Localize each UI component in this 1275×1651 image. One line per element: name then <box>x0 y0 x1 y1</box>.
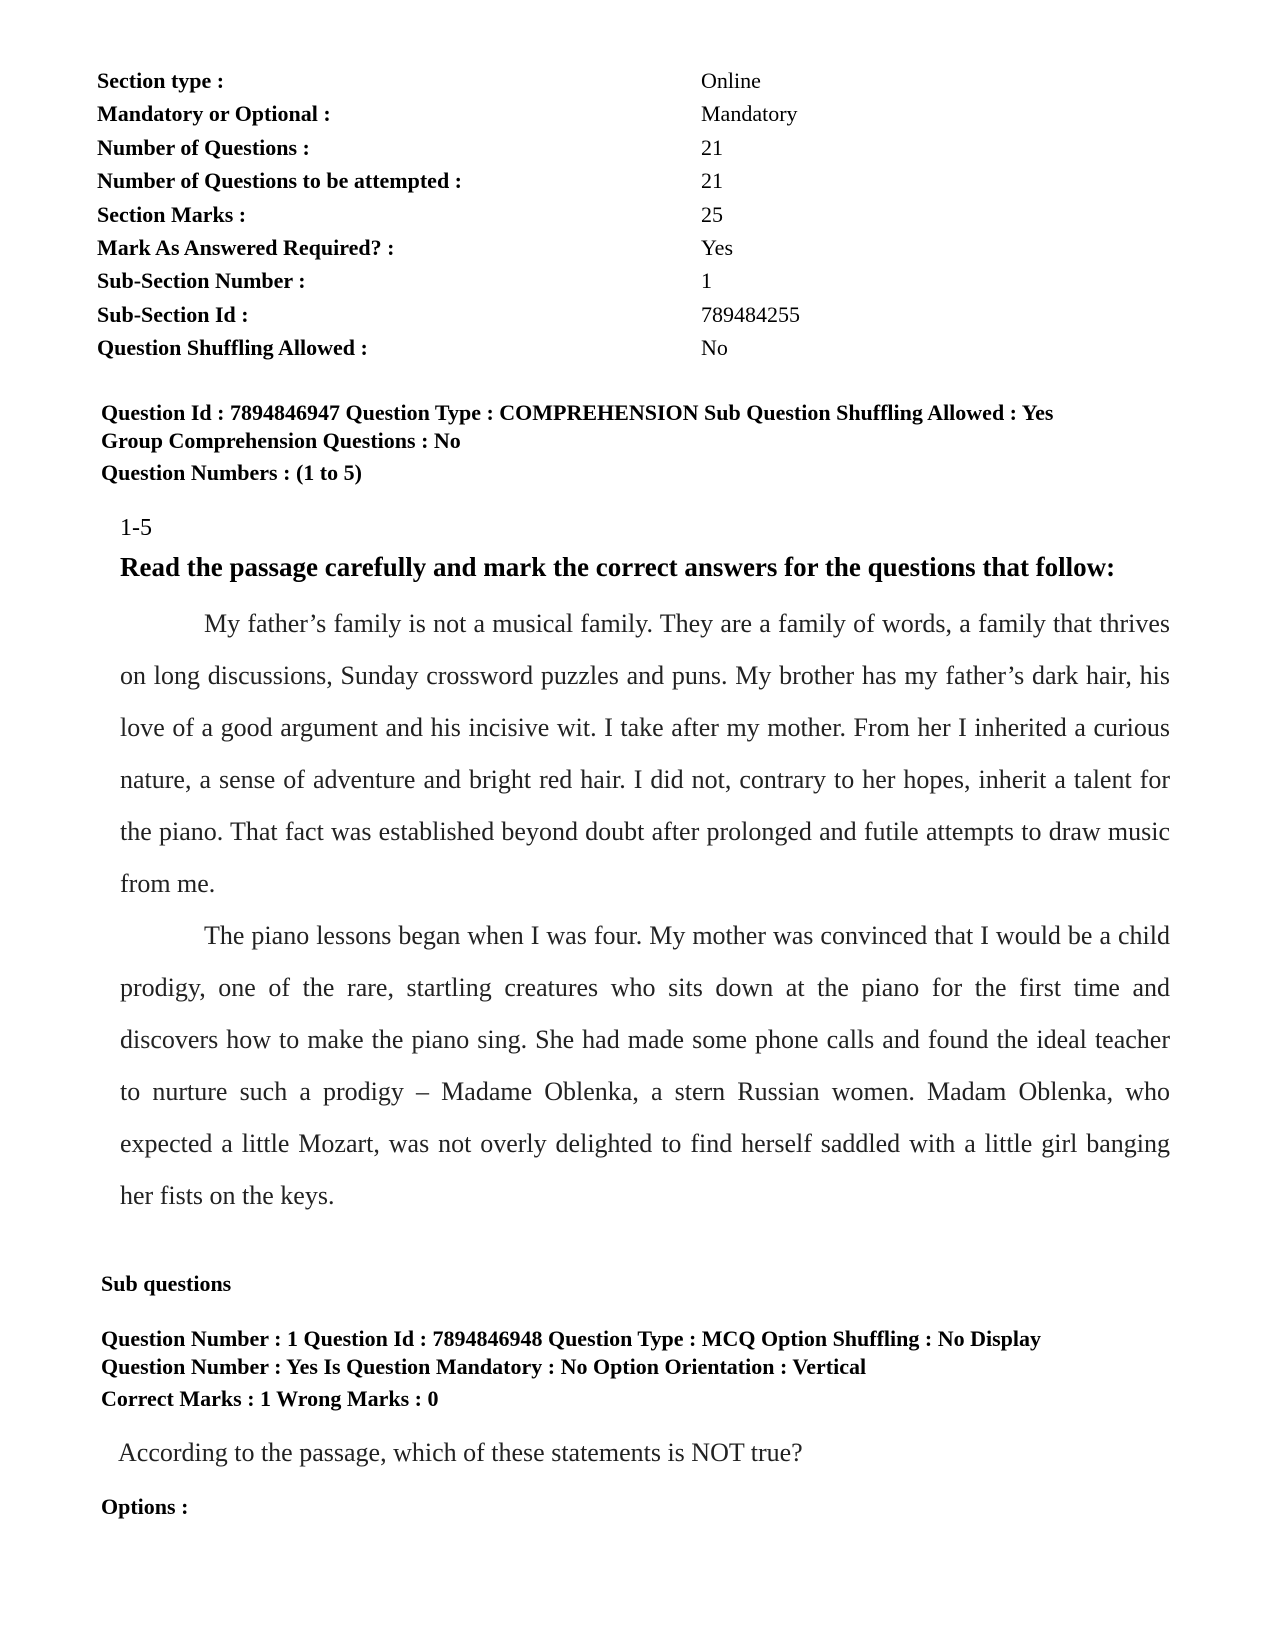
question-1-header-line3: Correct Marks : 1 Wrong Marks : 0 <box>101 1386 439 1411</box>
meta-label: Mark As Answered Required? : <box>97 234 395 260</box>
meta-value: Online <box>701 68 761 93</box>
meta-value: 789484255 <box>701 301 800 327</box>
question-1-text: According to the passage, which of these statements is NOT true? <box>118 1438 803 1467</box>
meta-row-questions-to-attempt <box>97 164 1097 197</box>
options-heading: Options : <box>101 1494 189 1519</box>
question-1-header-line1: Question Number : 1 Question Id : 7894846948 Question Type : MCQ Option Shuffling : No Display <box>101 1326 1042 1351</box>
meta-row-number-of-questions <box>97 131 1097 164</box>
meta-value: Yes <box>701 234 734 260</box>
meta-row-mark-as-answered <box>97 231 1097 264</box>
meta-value: 21 <box>701 134 723 160</box>
meta-label: Sub-Section Number : <box>97 268 306 294</box>
meta-label: Section type : <box>97 68 225 93</box>
meta-label: Question Shuffling Allowed : <box>97 335 368 361</box>
meta-value: 1 <box>701 268 712 294</box>
meta-row-mandatory <box>97 97 1097 130</box>
passage <box>120 512 1170 1222</box>
comprehension-header-line1: Question Id : 7894846947 Question Type : COMPREHENSION Sub Question Shuffling Allowed : Yes <box>101 400 1054 425</box>
meta-label: Number of Questions to be attempted : <box>97 168 463 194</box>
meta-row-sub-section-id <box>97 298 1097 331</box>
meta-value: 25 <box>701 201 723 227</box>
meta-row-section-marks <box>97 198 1097 231</box>
meta-value: Mandatory <box>701 101 798 127</box>
passage-paragraph: The piano lessons began when I was four. My mother was convinced that I would be a child prodigy, one of the rare, startling creatures who sits down at the piano for the first time and discovers how to make the piano sing. She had made some phone calls and found the ideal teacher to nurture such a prodigy – Madame Oblenka, a stern Russian women. Madam Oblenka, who expected a little Mozart, was not overly delighted to find herself saddled with a little girl banging her fists on the keys. <box>120 921 1170 1210</box>
comprehension-header-line3: Question Numbers : (1 to 5) <box>101 460 362 485</box>
comprehension-header-line2: Group Comprehension Questions : No <box>101 428 461 453</box>
section-meta-table <box>97 64 1097 365</box>
meta-label: Section Marks : <box>97 201 247 227</box>
meta-value: 21 <box>701 168 723 194</box>
passage-range: 1-5 <box>120 515 152 541</box>
meta-label: Sub-Section Id : <box>97 301 249 327</box>
meta-value: No <box>701 335 728 361</box>
question-1-header-line2: Question Number : Yes Is Question Mandatory : No Option Orientation : Vertical <box>101 1354 867 1379</box>
passage-paragraph: My father’s family is not a musical family. They are a family of words, a family that thrives on long discussions, Sunday crossword puzzles and puns. My brother has my father’s dark hair, his love of a good argument and his incisive wit. I take after my mother. From her I inherited a curious nature, a sense of adventure and bright red hair. I did not, contrary to her hopes, inherit a talent for the piano. That fact was established beyond doubt after prolonged and futile attempts to draw music from me. <box>120 609 1170 898</box>
sub-questions-heading: Sub questions <box>101 1271 232 1296</box>
meta-row-section-type <box>97 64 1097 97</box>
meta-row-sub-section-number <box>97 264 1097 297</box>
meta-label: Number of Questions : <box>97 134 310 160</box>
passage-instruction: Read the passage carefully and mark the correct answers for the questions that follow: <box>120 552 1116 582</box>
question-1-header <box>101 1325 1041 1413</box>
meta-label: Mandatory or Optional : <box>97 101 331 127</box>
comprehension-header <box>101 399 1053 487</box>
meta-row-question-shuffling <box>97 331 1097 364</box>
